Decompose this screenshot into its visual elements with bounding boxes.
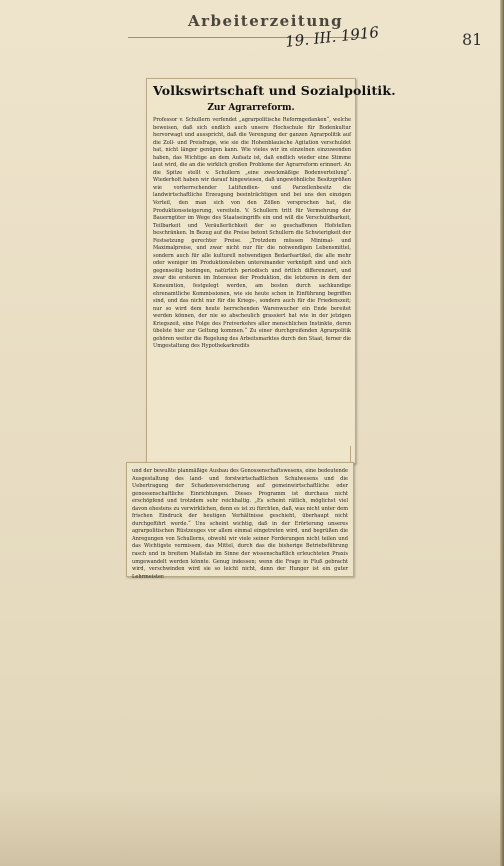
clipping-body-text: Professor v. Schullern verfendet „agrarpolitische Reformgedanken“, welche beweisen, daß sich endlich auch unsere Hochschule für Bodenkultur hervorwagt und ausspricht, daß die Verengung der ganzen Agrarpolitik auf die Zoll- und Preisfrage, wie sie die Hohenblauische Agitation verschuldet hat, nicht länger genügen kann. Wie vieles wir im einzelnen einzuwenden haben, das Wichtige an dem Aufsatz ist, daß endlich wieder eine Stimme laut wird, die an die wirklich großen Probleme der Agrarreform erinnert. An die Spitze stellt v. Schullern „eine zweckmäßige Bodenverteilung“. Wiederholt haben wir darauf hingewiesen, daß ungewöhnliche Besitzgrößen wie vorherrschender Latifundien- und Parzellenbesitz die landwirtschaftliche Erzeugung beeinträchtigen und bei uns den einzigen Vorteil, den man sich von den Zöllen versprochen hat, die Produktionssteigerung, vereiteln. V. Schullern tritt für Vermehrung der Bauerngüter im Wege des Staatseingriffs ein und will die Verschuldbarkeit, Teilbarkeit und Veräußerlichkeit der so geschaffenen Hofstellen beschränken. In Bezug auf die Preise betont Schullern die Schwierigkeit der Festsetzung gerechter Preise. „Trotzdem müssen Minimal- und Maximalpreise, und zwar nicht nur für die notwendigen Lebensmittel, sondern auch für alle kulturell notwendigen Bedarfsartikel, die alle mehr oder weniger im Produktionsleben untereinander verknüpft sind und sich gegenseitig bedingen, natürlich periodisch und örtlich differenziert, und zwar die ersteren im Interesse der Produktion, die letzteren in dem der Konsumtion, festgelegt werden, am besten durch sachkundige ehrenamtliche Kommissionen, wie sie heute schon in Einführung begriffen sind, und das nicht nur für die Kriegs-, sondern auch für die Friedenszeit; nur so wird dem heute herrschenden Warenwucher ein Ende bereitet werden können, der nie so abscheulich grassiert hat wie in der jetzigen Kriegszeit, eine Folge des Freiverkehrs aller menschlichen Instinkte, deren übelste hier zur Geltung kommen.“ Zu einer durchgreifenden Agrarpolitik gehören weiter die Regelung des Arbeitsmarktes durch den Staat, ferner die Umgestaltung des Hypothekarkredits [153,117,351,350]
newspaper-clipping-main [146,78,396,464]
handwritten-date: 19. III. 1916 [284,23,380,51]
page-number: 81 [462,30,483,49]
page-shadow [0,790,504,866]
clipping-headline: Volkswirtschaft und Sozialpolitik. [153,83,396,98]
continuation-body-text: und der bewußte planmäßige Ausbau des Genossenschaftswesens, eine bedeutende Ausgestaltung des land- und forstwirtschaftlichen Schulwesens und die Uebertragung der Schadensversicherung auf gemeinwirtschaftliche oder genossenschaftliche Einrichtungen. Dieses Programm ist durchaus nicht erschöpfend und trotzdem sehr reichhaltig. „Es scheint rätlich, möglichst viel davon ehestens zu verwirklichen, denn es ist zu fürchten, daß, was nicht unter dem frischen Eindruck der heutigen Verhältnisse geschieht, überhaupt nicht durchgeführt werde.“ Uns scheint wichtig, daß in der Erörterung unseres agrarpolitischen Rüstzeuges vor allem einmal eingetreten wird, und begrüßen die Anregungen von Schullerns, obwohl wir viele seiner Forderungen nicht teilen und das Wichtigste vermissen, das Mittel, durch das die bisherige Betriebsführung rasch und in breitem Maßstab im Sinne der wissenschaftlich erleuchteten Praxis umgewandelt werden könnte. Genug indessen; wenn die Frage in Fluß gebracht wird, verschwinden wird sie so leicht nicht, denn der Hunger ist ein guter Lehrmeister. [132,468,348,580]
journal-name: Arbeiterzeitung [188,12,344,30]
sheet-edge [500,0,504,866]
newspaper-clipping-continuation [126,462,354,580]
clipping-subheadline: Zur Agrarreform. [207,103,295,113]
